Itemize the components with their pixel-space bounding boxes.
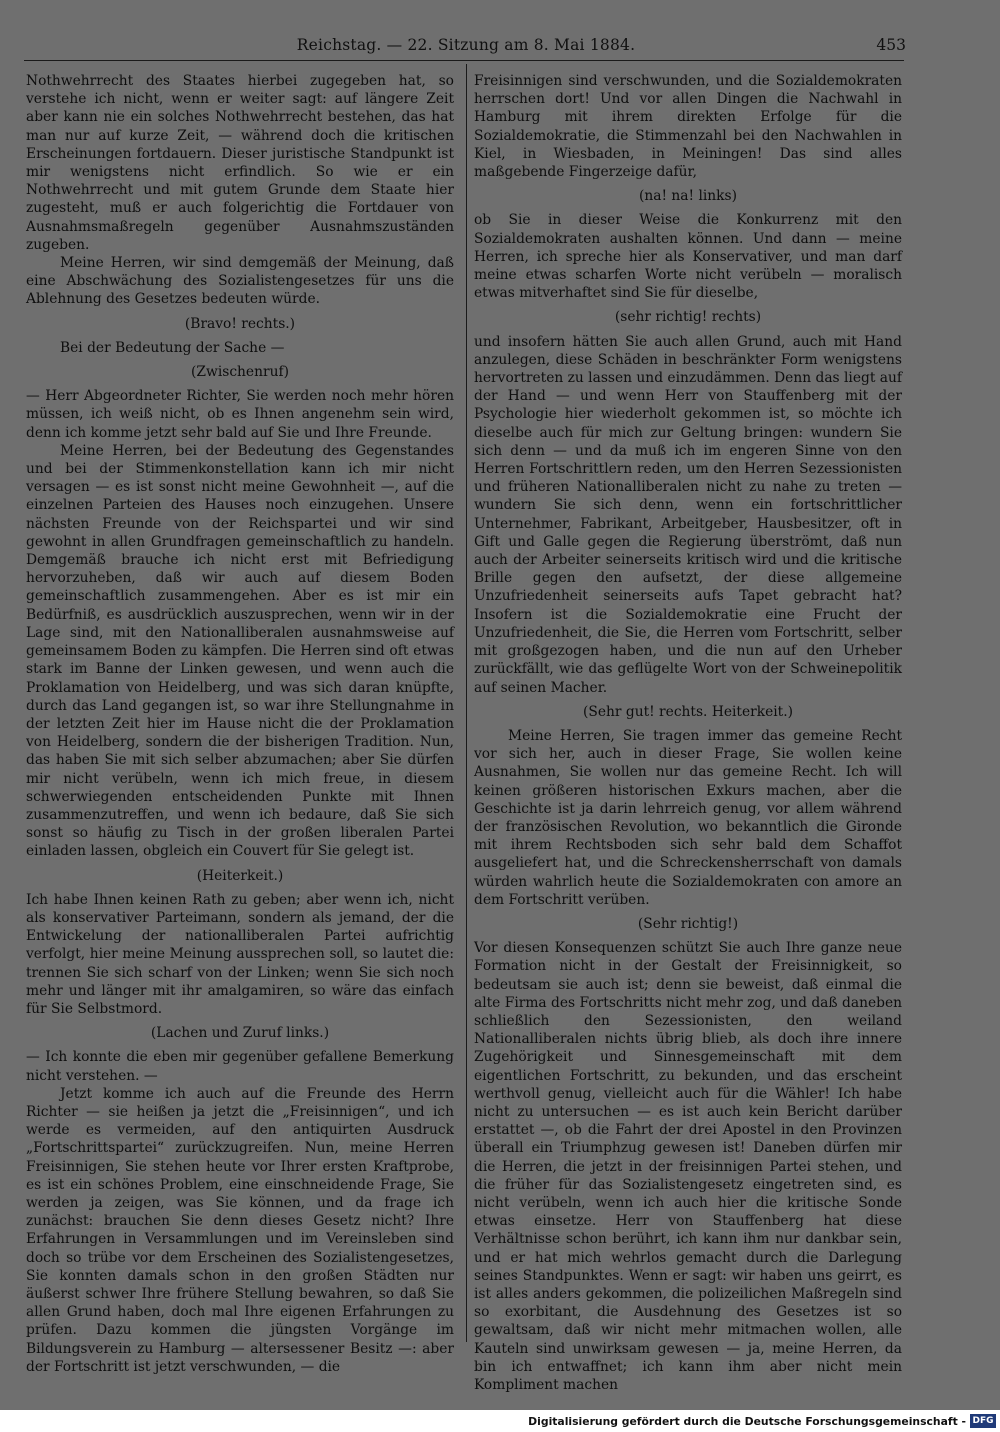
interjection: (Sehr richtig!): [637, 915, 739, 932]
interjection: (Lachen und Zuruf links.): [150, 1025, 330, 1042]
paragraph: — Ich konnte die eben mir gegenüber gefallene Bemerkung nicht verstehen. —: [26, 1049, 454, 1084]
interjection: (Heiterkeit.): [196, 867, 284, 884]
paragraph: ob Sie in dieser Weise die Konkurrenz mit den Sozialdemokraten aushalten können. Und dann — meine Herren, ich spreche hier als Konservativer, und man darf meine etwas scharfen Worte nicht verübeln — moralisch etwas mitverhaftet sind Sie für dieselbe,: [474, 212, 902, 302]
paragraph: Meine Herren, bei der Bedeutung des Gegenstandes und bei der Stimmenkonstellation kann ich mir nicht versagen — es ist sonst nicht meine Gewohnheit —, auf die einzelnen Parteien des Hauses noch einzugehen. Unsere nächsten Freunde von der Reichspartei und wir sind gewohnt in allen Grundfragen gemeinschaftlich zu handeln. Demgemäß brauche ich nicht erst mit Befriedigung hervorzuheben, daß wir auch auf diesem Boden gemeinschaftlich zusammengehen. Aber es ist mir ein Bedürfniß, es ausdrücklich auszusprechen, wenn wir in der Lage sind, mit den Nationalliberalen ausnahmsweise auf gemeinsamem Boden zu kämpfen. Die Herren sind oft etwas stark im Banne der Linken gewesen, und wenn auch die Proklamation von Heidelberg, und was sich daran knüpfte, durch das Land gegangen ist, so war ihre Stellungnahme in der letzten Zeit hier im Hause nicht die der Proklamation von Heidelberg, sondern die der bisherigen Tradition. Nun, das haben Sie mit sich selber abzumachen; aber Sie dürfen mir nicht verübeln, wenn ich mich freue, in diesem schwerwiegenden entscheidenden Punkte mit Ihnen zusammenzutreffen, und wenn ich bedaure, daß Sie sich sonst so häufig zu Tisch in der großen liberalen Partei einladen lassen, obgleich ein Couvert für Sie gelegt ist.: [26, 442, 454, 860]
funding-credit: Digitalisierung gefördert durch die Deutsche Forschungsgemeinschaft -: [528, 1415, 966, 1428]
interjection: (Zwischenruf): [191, 364, 289, 381]
paragraph: Jetzt komme ich auch auf die Freunde des Herrn Richter — sie heißen ja jetzt die „Freisinnigen“, und ich werde es vermeiden, auf den antiquirten Ausdruck „Fortschrittspartei“ zurückzugreifen. Nun, meine Herren Freisinnigen, Sie stehen heute vor Ihrer ersten Kraftprobe, es ist ein schönes Problem, eine einschneidende Frage, Sie werden ja zeigen, was Sie können, und da frage ich zunächst: brauchen Sie denn dieses Gesetz nicht? Ihre Erfahrungen in Versammlungen und im Vereinsleben sind doch so trübe vor dem Erscheinen des Sozialistengesetzes, Sie konnten damals schon in den großen Städten nur äußerst schwer Ihre frühere Stellung bewahren, so daß Sie allen Grund haben, doch mal Ihre eigenen Erfahrungen zu prüfen. Dazu kommen die jüngsten Vorgänge im Bildungsverein zu Hamburg — altersessener Besitz —: aber der Fortschritt ist jetzt verschwunden, — die: [26, 1085, 454, 1375]
paragraph: Nothwehrrecht des Staates hierbei zugegeben hat, so verstehe ich nicht, wenn er weiter sagt: auf längere Zeit aber kann nie ein solches Nothwehrrecht bestehen, das hat man nur auf kurze Zeit, — während doch die kritischen Erscheinungen fortdauern. Dieser juristische Standpunkt ist mir wenigstens nicht erfindlich. So wie er ein Nothwehrrecht und mit gutem Grunde dem Staate hier zugesteht, muß er auch folgerichtig die Fortdauer von Ausnahmsmaßregeln gegenüber Ausnahmszuständen zugeben.: [26, 73, 454, 253]
interjection: (Sehr gut! rechts. Heiterkeit.): [583, 703, 793, 720]
paragraph: Meine Herren, wir sind demgemäß der Meinung, daß eine Abschwächung des Sozialistengesetzes für uns die Ablehnung des Gesetzes bedeuten würde.: [26, 255, 454, 308]
interjection: (Bravo! rechts.): [184, 315, 296, 332]
page-number: 453: [876, 36, 906, 54]
paragraph: und insofern hätten Sie auch allen Grund, auch mit Hand anzulegen, diese Schäden in beschränkter Form wenigstens hervortreten zu lassen und einzudämmen. Denn das liegt auf der Hand — und wenn Herr von Stauffenberg mit der Psychologie hier wiederholt gekommen ist, so möchte ich dieselbe auch für mich zur Geltung bringen: wundern Sie sich denn — und da muß ich im engeren Sinne von den Herren Fortschrittlern reden, um den Herren Sezessionisten und früheren Nationalliberalen nicht zu nahe zu treten — wundern Sie sich denn, wenn ein fortschrittlicher Unternehmer, Fabrikant, Arbeitgeber, Hausbesitzer, oft in Gift und Galle gegen die Regierung überströmt, daß nun auch der Arbeiter seinerseits kritisch wird und die kritische Brille gegen den aufsetzt, der diese allgemeine Unzufriedenheit seinerseits aufs Tapet gebracht hat? Insofern ist die Sozialdemokratie eine Frucht der Unzufriedenheit, die Sie, die Herren vom Fortschritt, selber mit großgezogen haben, und die nun auf den Urheber zurückfällt, wie das geflügelte Wort von der Schweinepolitik auf seinen Macher.: [474, 333, 902, 696]
paragraph: Vor diesen Konsequenzen schützt Sie auch Ihre ganze neue Formation nicht in der Gestalt der Freisinnigkeit, so bedeutsam sie auch ist; denn sie beweist, daß einmal die alte Firma des Fortschritts nicht mehr zog, und daß daneben schließlich den Sezessionisten, den weiland Nationalliberalen nichts übrig blieb, als doch ihre innere Zugehörigkeit und Sinnesgemeinschaft mit dem eigentlichen Fortschritt, zu bekunden, und das erscheint werthvoll genug, vielleicht auch für die Wähler! Ich habe nicht zu untersuchen — es ist auch kein Bericht darüber erstattet —, ob die Fahrt der drei Apostel in den Provinzen überall ein Triumphzug gewesen ist! Daneben dürfen mir die Herren, die jetzt in der freisinnigen Partei stehen, und die früher für das Sozialistengesetz eingetreten sind, es nicht verübeln, wenn ich auch hier die kritische Sonde etwas einsetze. Herr von Stauffenberg hat diese Verhältnisse schon berührt, ich kann ihm nur dankbar sein, und er hat mich wehrlos gemacht durch die Darlegung seines Standpunktes. Wenn er sagt: wir haben uns geirrt, es ist alles anders gekommen, die polizeilichen Maßregeln sind so exorbitant, die Ausdehnung des Gesetzes ist so gewaltsam, daß wir nicht mehr mitmachen wollen, alle Kauteln sind unwirksam gewesen — ja, meine Herren, da bin ich entwaffnet; ich kann ihm aber nicht mein Kompliment machen: [474, 940, 902, 1394]
header-title: Reichstag. — 22. Sitzung am 8. Mai 1884.: [296, 36, 636, 54]
paragraph: Bei der Bedeutung der Sache —: [60, 339, 285, 356]
footer-bar: [0, 1412, 1000, 1432]
running-header: [26, 32, 906, 58]
dfg-logo: DFG: [970, 1414, 996, 1428]
paragraph: Meine Herren, Sie tragen immer das gemeine Recht vor sich her, auch in dieser Frage, Sie wollen keine Ausnahmen, Sie wollen nur das gemeine Recht. Ich will keinen größeren historischen Exkurs machen, aber die Geschichte ist ja darin lehrreich genug, vor allem während der französischen Revolution, wo bekanntlich die Gironde mit ihrem Rechtsboden sich sehr bald dem Schaffot ausgeliefert hat, und die Schreckensherrschaft von damals würden wahrlich heute die Sozialdemokraten con amore an dem Fortschritt verüben.: [474, 727, 902, 908]
column-divider: [466, 64, 467, 1342]
interjection: (na! na! links): [639, 188, 737, 205]
interjection: (sehr richtig! rechts): [614, 309, 762, 326]
header-rule: [24, 60, 904, 61]
left-column: [26, 72, 454, 1375]
right-column: [474, 72, 902, 1394]
paragraph: Ich habe Ihnen keinen Rath zu geben; aber wenn ich, nicht als konservativer Parteimann, sondern als jemand, der die Entwickelung der nationalliberalen Partei aufrichtig verfolgt, hier meine Meinung aussprechen soll, so lautet die: trennen Sie sich scharf von der Linken; wenn Sie sich noch mehr und länger mit ihr amalgamiren, so wäre das einfach für Sie Selbstmord.: [26, 891, 454, 1017]
paragraph: Freisinnigen sind verschwunden, und die Sozialdemokraten herrschen dort! Und vor allen Dingen die Nachwahl in Hamburg mit ihrem direkten Erfolge für die Sozialdemokratie, die Stimmenzahl bei den Nachwahlen in Kiel, in Wiesbaden, in Meiningen! Das sind alles maßgebende Fingerzeige dafür,: [474, 73, 902, 181]
paragraph: — Herr Abgeordneter Richter, Sie werden noch mehr hören müssen, ich weiß nicht, ob es Ihnen angenehm sein wird, denn ich komme jetzt sehr bald auf Sie und Ihre Freunde.: [26, 388, 454, 441]
